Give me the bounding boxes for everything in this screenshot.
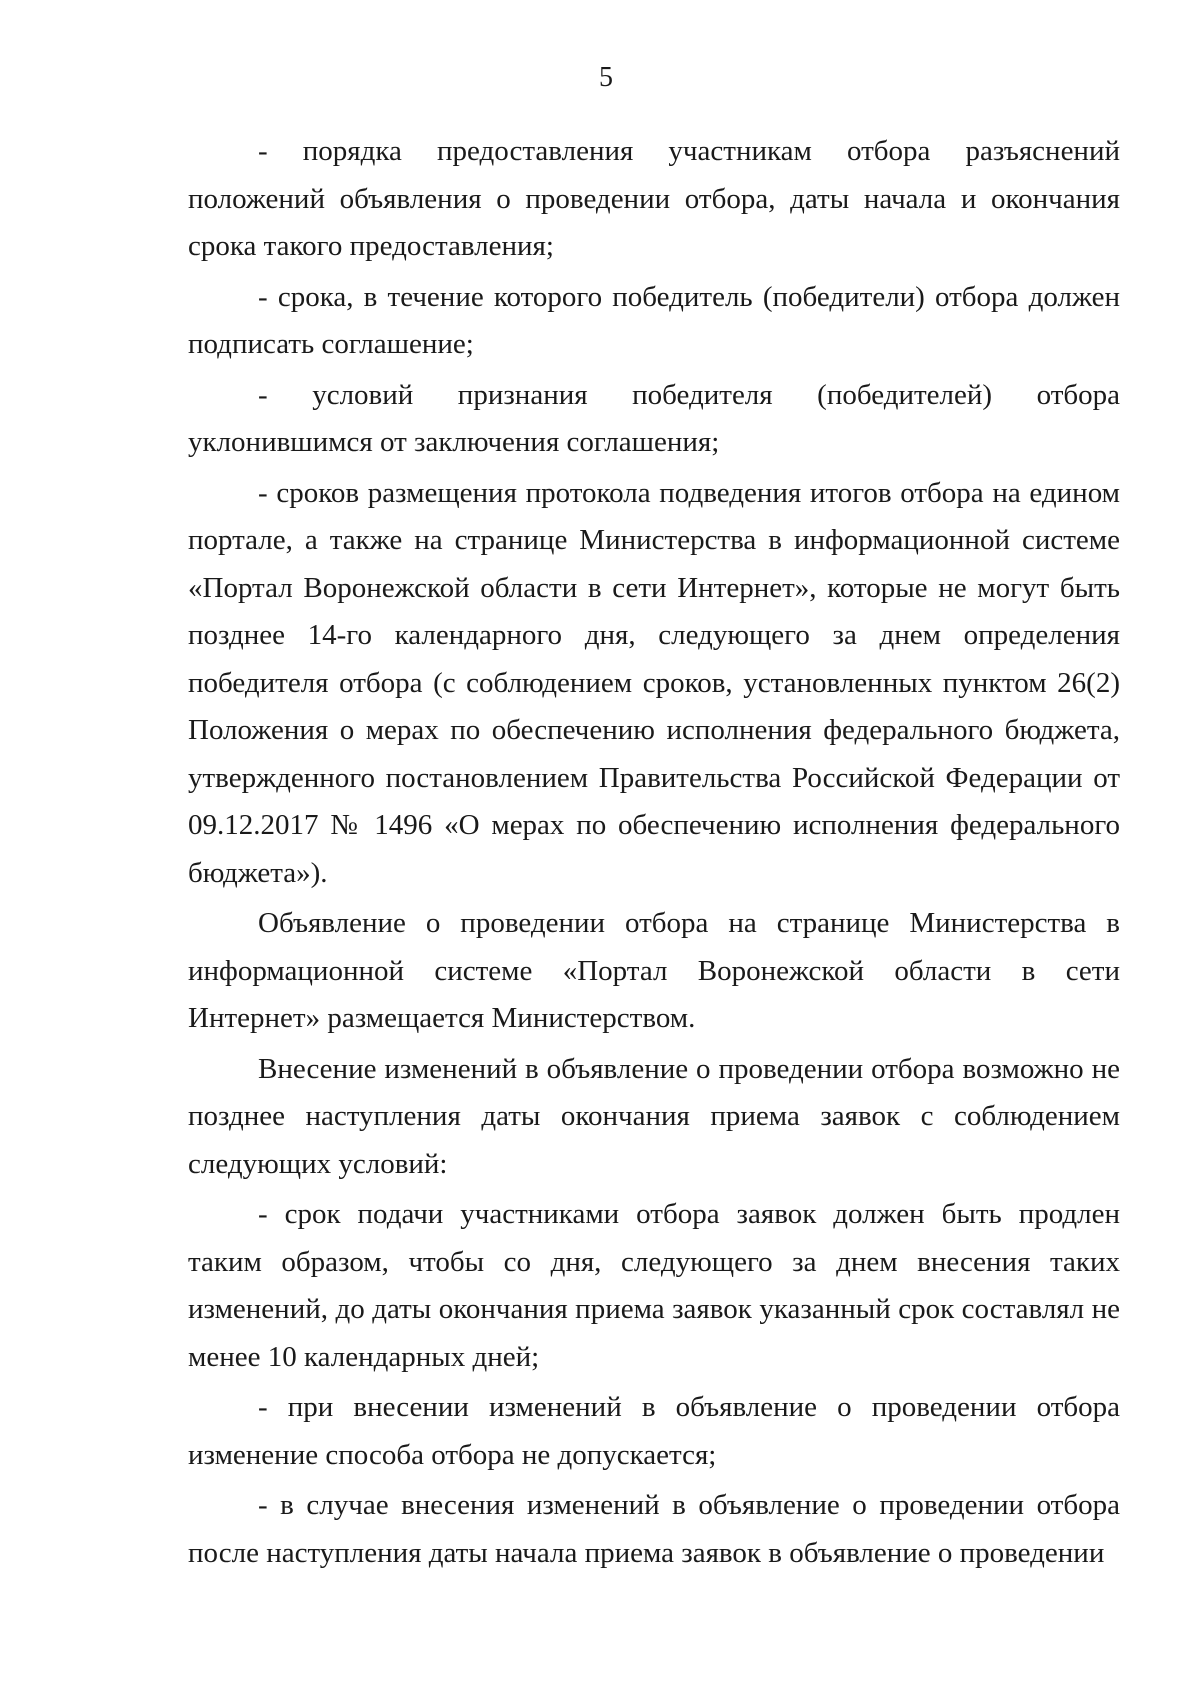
paragraph-method-change: - при внесении изменений в объявление о проведении отбора изменение способа отбора не допускается; — [188, 1391, 1120, 1471]
paragraph-agreement-deadline: - срока, в течение которого победитель (победители) отбора должен подписать соглашение; — [188, 280, 1120, 360]
paragraph-announcement-placement: Объявление о проведении отбора на странице Министерства в информационной системе «Портал Воронежской области в сети Интернет» размещается Министерством. — [188, 907, 1120, 1034]
document-body — [188, 128, 1120, 1577]
paragraph-amendments: Внесение изменений в объявление о проведении отбора возможно не позднее наступления даты окончания приема заявок с соблюдением следующих условий: — [188, 1052, 1120, 1180]
paragraph-extension-term: - срок подачи участниками отбора заявок должен быть продлен таким образом, чтобы со дня, следующего за днем внесения таких изменений, до даты окончания приема заявок указанный срок составлял не менее 10 календарных дней; — [188, 1198, 1120, 1373]
paragraph-after-start: - в случае внесения изменений в объявление о проведении отбора после наступления даты начала приема заявок в объявление о проведении — [188, 1489, 1120, 1569]
page-number: 5 — [599, 62, 613, 93]
paragraph-clarification-order: - порядка предоставления участникам отбора разъяснений положений объявления о проведении отбора, даты начала и окончания срока такого предоставления; — [188, 135, 1120, 262]
paragraph-evasion-conditions: - условий признания победителя (победителей) отбора уклонившимся от заключения соглашения; — [188, 378, 1120, 458]
paragraph-protocol-deadlines: - сроков размещения протокола подведения итогов отбора на едином портале, а также на странице Министерства в информационной системе «Портал Воронежской области в сети Интернет», которые не могут быть позднее 14-го календарного дня, следующего за днем определения победителя отбора (с соблюдением сроков, установленных пунктом 26(2) Положения о мерах по обеспечению исполнения федерального бюджета, утвержденного постановлением Правительства Российской Федерации от 09.12.2017 № 1496 «О мерах по обеспечению исполнения федерального бюджета»). — [188, 476, 1120, 889]
